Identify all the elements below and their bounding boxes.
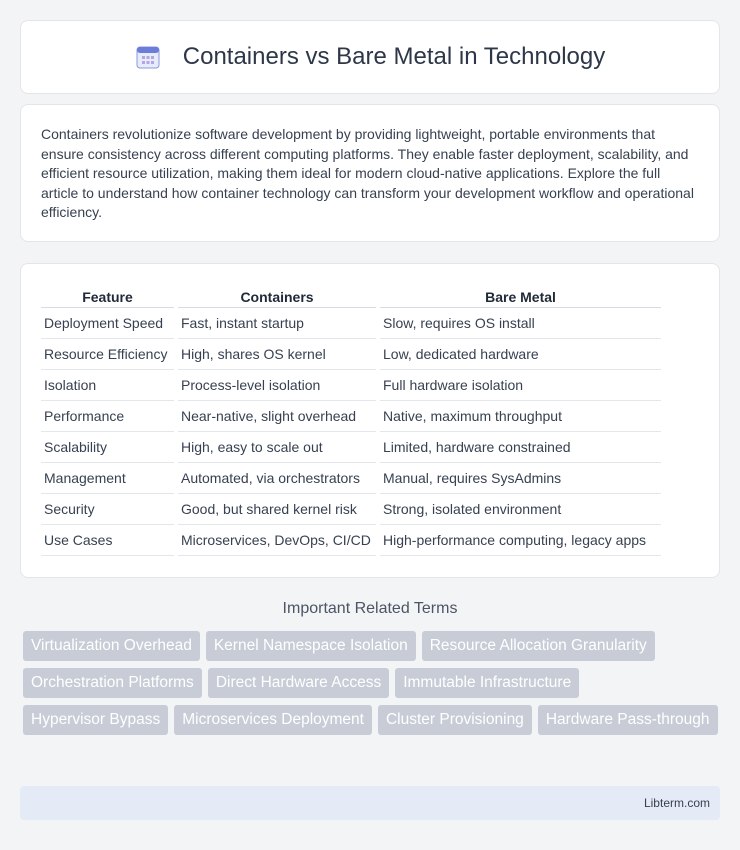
bare-metal-cell: Strong, isolated environment (380, 494, 661, 525)
feature-cell: Use Cases (41, 525, 174, 556)
feature-cell: Resource Efficiency (41, 339, 174, 370)
comparison-card (20, 263, 720, 578)
footer-site-link[interactable]: Libterm.com (643, 796, 710, 810)
header-bare-metal: Bare Metal (380, 286, 661, 308)
table-row (41, 463, 661, 494)
intro-card (20, 104, 720, 242)
header-containers: Containers (178, 286, 376, 308)
feature-cell: Management (41, 463, 174, 494)
containers-cell: Good, but shared kernel risk (178, 494, 376, 525)
related-term-tag[interactable]: Direct Hardware Access (208, 668, 389, 698)
table-row (41, 370, 661, 401)
title-card (20, 20, 720, 94)
containers-cell: Automated, via orchestrators (178, 463, 376, 494)
feature-cell: Performance (41, 401, 174, 432)
bare-metal-cell: Full hardware isolation (380, 370, 661, 401)
containers-cell: High, easy to scale out (178, 432, 376, 463)
table-row (41, 432, 661, 463)
table-row (41, 494, 661, 525)
related-term-tag[interactable]: Immutable Infrastructure (395, 668, 579, 698)
table-row (41, 401, 661, 432)
intro-paragraph: Containers revolutionize software development by providing lightweight, portable environments that ensure consistency across different computing platforms. They enable faster deployment, scalability, and efficient resource utilization, making them ideal for modern cloud-native applications. Explore the full article to understand how container technology can transform your development workflow and operational efficiency. (41, 126, 694, 220)
bare-metal-cell: Manual, requires SysAdmins (380, 463, 661, 494)
related-term-tag[interactable]: Hypervisor Bypass (23, 705, 168, 735)
calendar-icon (135, 44, 161, 70)
feature-cell: Security (41, 494, 174, 525)
table-row (41, 308, 661, 339)
related-term-tag[interactable]: Cluster Provisioning (378, 705, 532, 735)
feature-cell: Isolation (41, 370, 174, 401)
bare-metal-cell: Native, maximum throughput (380, 401, 661, 432)
related-term-tag[interactable]: Virtualization Overhead (23, 631, 200, 661)
bare-metal-cell: Slow, requires OS install (380, 308, 661, 339)
containers-cell: Process-level isolation (178, 370, 376, 401)
related-term-tag[interactable]: Orchestration Platforms (23, 668, 202, 698)
related-term-tag[interactable]: Kernel Namespace Isolation (206, 631, 416, 661)
related-terms-list (23, 631, 723, 735)
title-wrap (135, 43, 605, 71)
containers-cell: Microservices, DevOps, CI/CD (178, 525, 376, 556)
feature-cell: Scalability (41, 432, 174, 463)
bare-metal-cell: Limited, hardware constrained (380, 432, 661, 463)
related-term-tag[interactable]: Resource Allocation Granularity (422, 631, 655, 661)
table-header-row (41, 286, 661, 308)
bare-metal-cell: High-performance computing, legacy apps (380, 525, 661, 556)
containers-cell: Near-native, slight overhead (178, 401, 376, 432)
header-feature: Feature (41, 286, 174, 308)
containers-cell: Fast, instant startup (178, 308, 376, 339)
comparison-table (37, 286, 665, 556)
related-term-tag[interactable]: Hardware Pass-through (538, 705, 718, 735)
bare-metal-cell: Low, dedicated hardware (380, 339, 661, 370)
containers-cell: High, shares OS kernel (178, 339, 376, 370)
table-row (41, 525, 661, 556)
page-title: Containers vs Bare Metal in Technology (182, 43, 606, 70)
table-row (41, 339, 661, 370)
related-term-tag[interactable]: Microservices Deployment (174, 705, 372, 735)
related-terms-heading: Important Related Terms (282, 600, 458, 617)
feature-cell: Deployment Speed (41, 308, 174, 339)
footer-bar (20, 786, 720, 820)
